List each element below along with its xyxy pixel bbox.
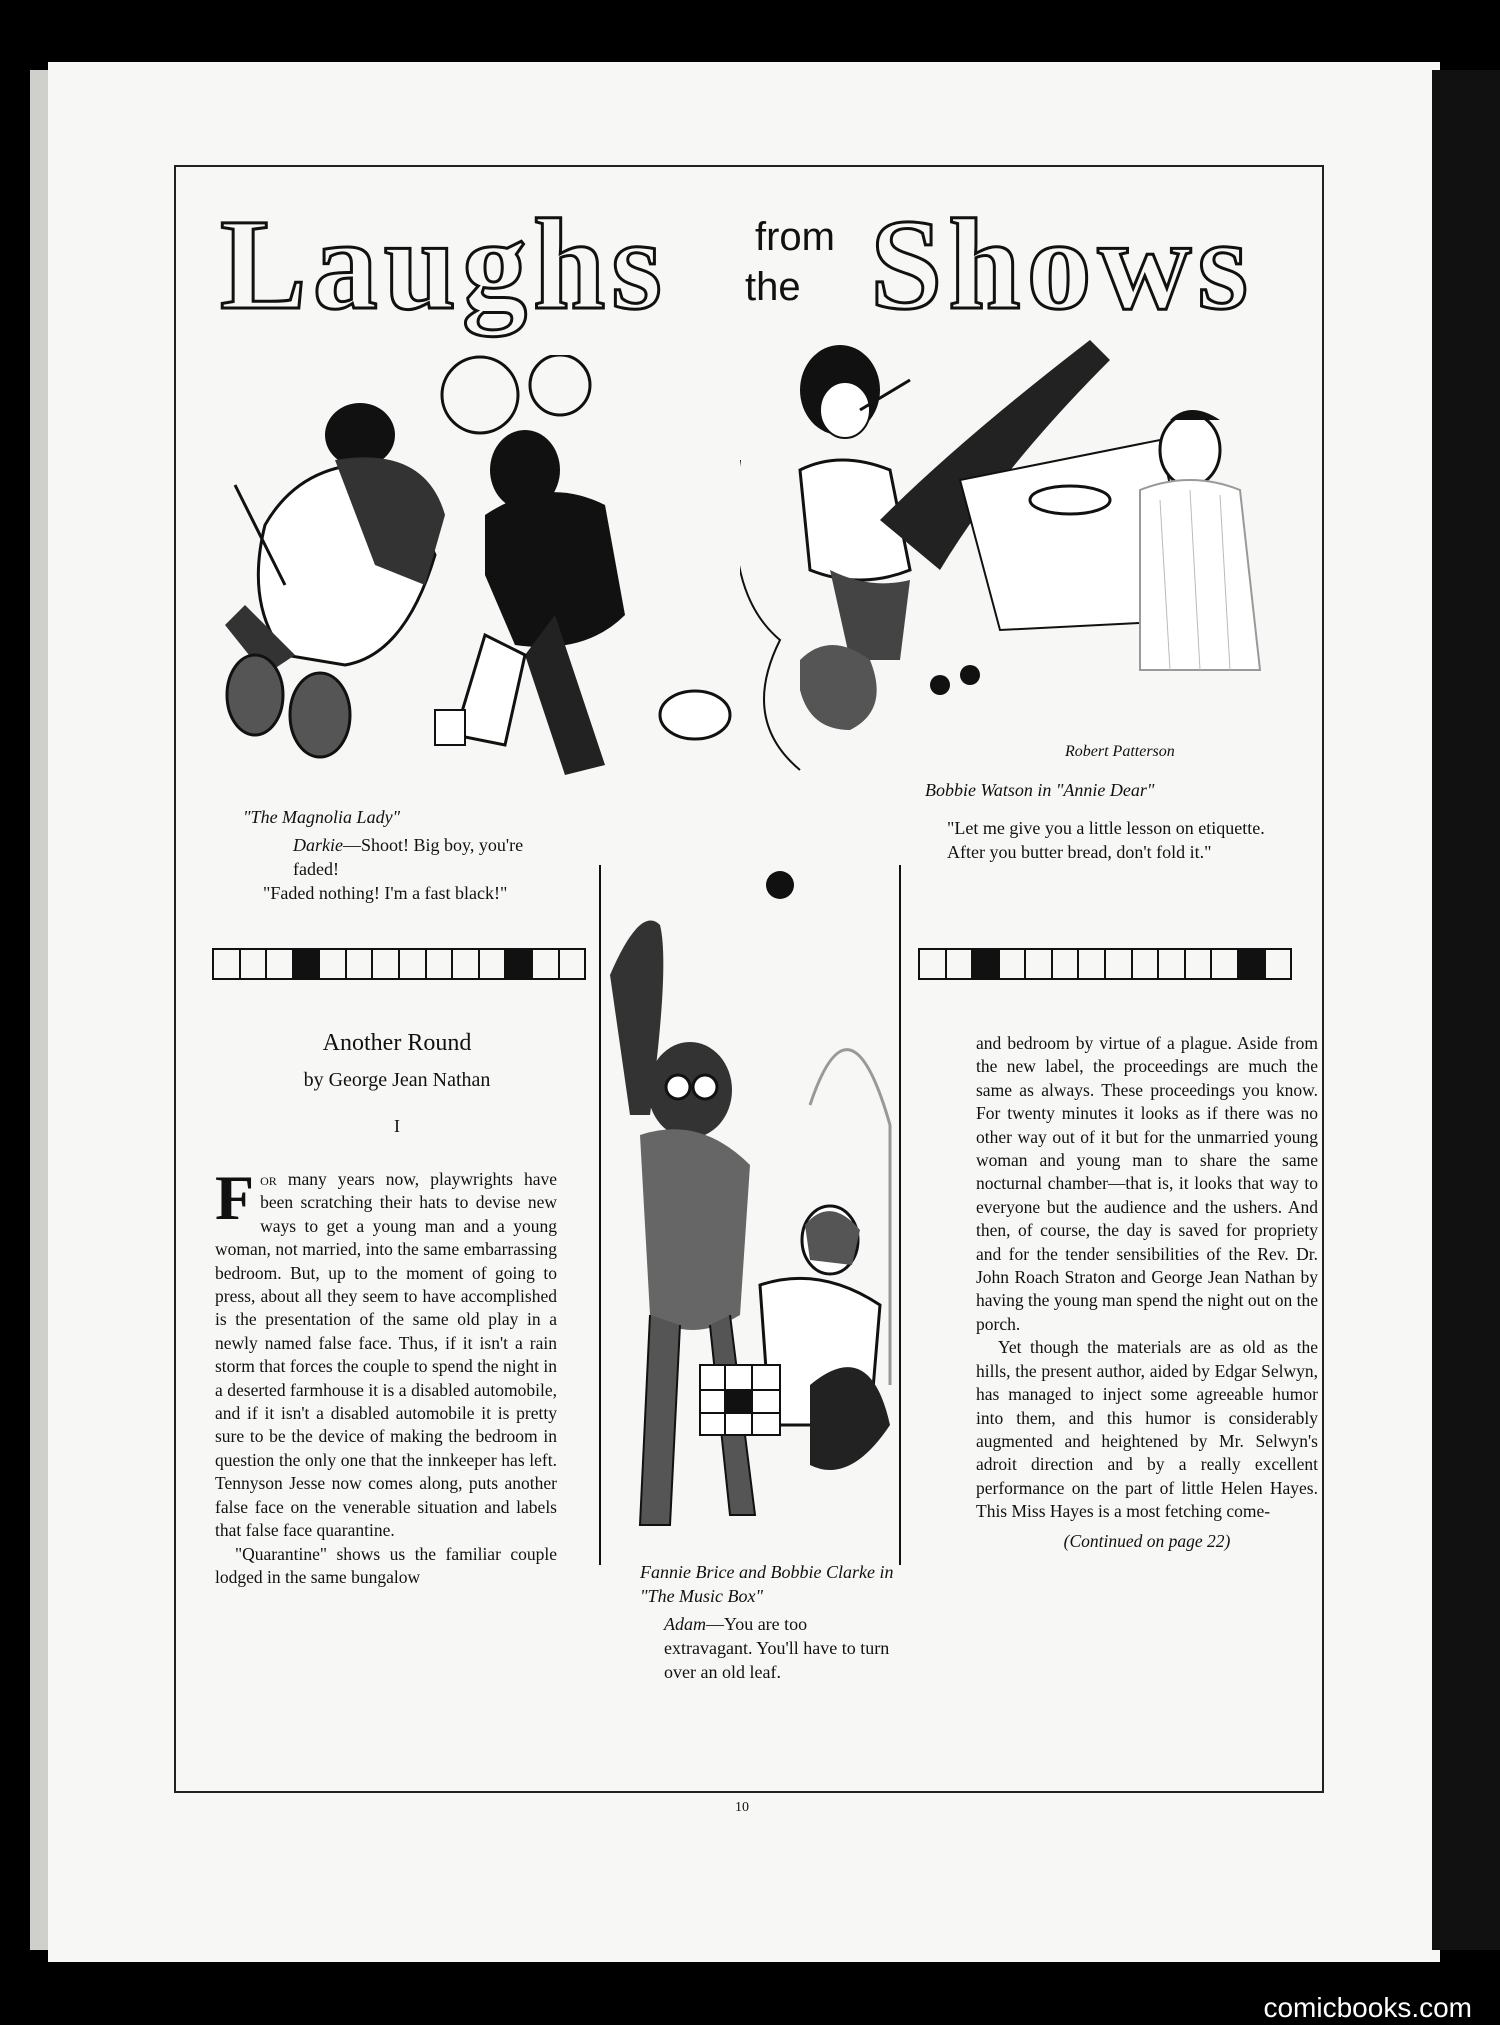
caption-magnolia	[243, 805, 553, 905]
article-title: Another Round	[322, 1030, 472, 1056]
article-col3-p2: Yet though the materials are as old as the hills, the present author, aided by Edgar Selwyn, has managed to inject some agreeable humor into them, and this humor is considerably augmented and heightened by Mr. Selwyn's adroit direction and by a really excellent performance on the part of little Helen Hayes. This Miss Hayes is a most fetching come-	[976, 1337, 1318, 1522]
article-section-number: I	[394, 1116, 400, 1136]
illustration-music-box	[590, 865, 910, 1565]
title-word-laughs: Laughs	[220, 193, 668, 337]
caption-magnolia-line1: —Shoot! Big boy, you're faded!	[293, 835, 524, 879]
checker-band-left	[212, 948, 586, 980]
binding-strip	[1432, 70, 1500, 1950]
article-dropcap: F	[215, 1162, 255, 1233]
article-col1-p1: many years now, playwrights have been scratching their hats to devise new ways to get a young man and a young woman, not married, into the same embarrassing bedroom. But, up to the moment of going to press, about all they seem to have accomplished is the presentation of the same old play in a newly named false face. Thus, if it isn't a rain storm that forces the couple to spend the night in a deserted farmhouse it is a disabled automobile, and if it isn't a disabled automobile it is pretty sure to be the device of making the bedroom in question the only one that the innkeeper has left. Tennyson Jesse now comes along, puts another false face on the venerable situation and labels that false face quarantine.	[215, 1169, 557, 1541]
article-byline: by George Jean Nathan	[303, 1069, 491, 1091]
caption-musicbox-line: —You are too extravagant. You'll have to turn over an old leaf.	[664, 1614, 890, 1682]
caption-musicbox-speaker: Adam	[664, 1614, 706, 1634]
caption-magnolia-speaker: Darkie	[293, 835, 343, 855]
caption-musicbox	[640, 1560, 900, 1684]
article-col1-p2: "Quarantine" shows us the familiar couple lodged in the same bungalow	[215, 1543, 557, 1587]
caption-magnolia-show: "The Magnolia Lady"	[243, 807, 401, 827]
title-word-shows: Shows	[870, 193, 1255, 337]
caption-musicbox-credit: Fannie Brice and Bobbie Clarke in "The Music Box"	[640, 1562, 894, 1606]
article-heading	[212, 1030, 582, 1137]
caption-annie-credit: Bobbie Watson in "Annie Dear"	[925, 780, 1155, 800]
caption-annie-quote: "Let me give you a little lesson on etiquette. After you butter bread, don't fold it."	[947, 818, 1265, 862]
caption-magnolia-line2: "Faded nothing! I'm a fast black!"	[263, 883, 508, 903]
article-column-1	[215, 1162, 557, 1589]
checker-band-right	[918, 948, 1292, 980]
illustration-annie-dear	[740, 340, 1300, 790]
page-number: 10	[735, 1800, 749, 1815]
illustration-magnolia-lady	[225, 355, 745, 785]
article-column-3	[976, 1032, 1318, 1553]
title-word-from: from	[755, 215, 835, 259]
caption-annie	[925, 778, 1265, 864]
artist-signature: Robert Patterson	[1065, 743, 1175, 760]
title-word-the: the	[745, 265, 801, 309]
article-lead-smallcaps: or	[260, 1169, 277, 1189]
article-col3-p1: and bedroom by virtue of a plague. Aside from the new label, the proceedings are much the same as always. These proceedings you know. For twenty minutes it looks as if there was no other way out of it but for the unmarried young woman and young man to share the same nocturnal chamber—that is, it looks that way to everyone but the audience and the ushers. And then, of course, the day is saved for propriety and for the tender sensibilities of the Rev. Dr. John Roach Straton and George Jean Nathan by having the young man spend the night out on the porch.	[976, 1033, 1318, 1334]
watermark: comicbooks.com	[1263, 1992, 1472, 2023]
article-continued: (Continued on page 22)	[1063, 1530, 1231, 1551]
